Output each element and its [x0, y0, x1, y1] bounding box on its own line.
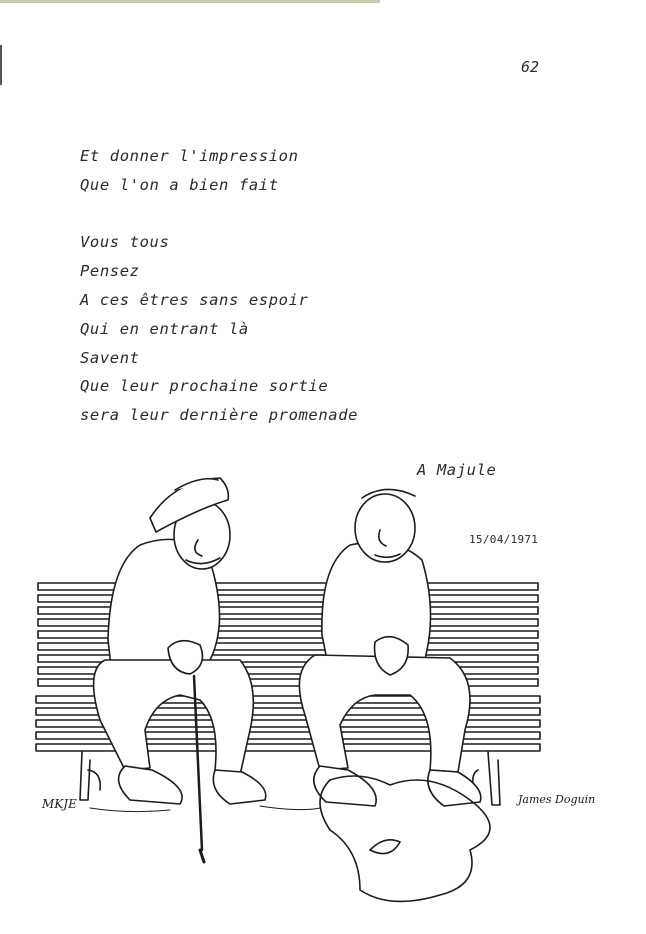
poem-stanza-2 — [80, 228, 358, 430]
page-left-edge — [0, 45, 2, 85]
poem-line: Que leur prochaine sortie — [80, 377, 329, 396]
bench-illustration — [30, 470, 646, 920]
signature-left-text: MKJE — [42, 797, 77, 811]
poem-line: Qui en entrant là — [80, 319, 249, 338]
signature-left — [41, 797, 77, 811]
signature-right — [516, 793, 595, 806]
poem-line: Que l'on a bien fait — [80, 175, 279, 194]
left-man — [94, 478, 266, 862]
poem-date: 15/04/1971 — [469, 533, 539, 546]
poem-line: Vous tous — [80, 233, 170, 252]
poem-line: Pensez — [80, 262, 140, 281]
poem-line: Savent — [80, 348, 140, 367]
poem — [80, 142, 358, 430]
poem-author: A Majule — [417, 461, 497, 479]
page-top-edge — [0, 0, 380, 3]
poem-line: A ces êtres sans espoir — [80, 290, 309, 309]
poem-line: Et donner l'impression — [80, 147, 299, 165]
poem-stanza-1 — [80, 142, 358, 200]
page-number: 62 — [521, 58, 540, 76]
floating-leaf — [370, 840, 400, 854]
poem-line: sera leur dernière promenade — [80, 406, 359, 425]
signature-right-text: James Doguin — [518, 793, 596, 806]
right-man — [299, 489, 480, 806]
bench-drawing — [30, 470, 646, 920]
